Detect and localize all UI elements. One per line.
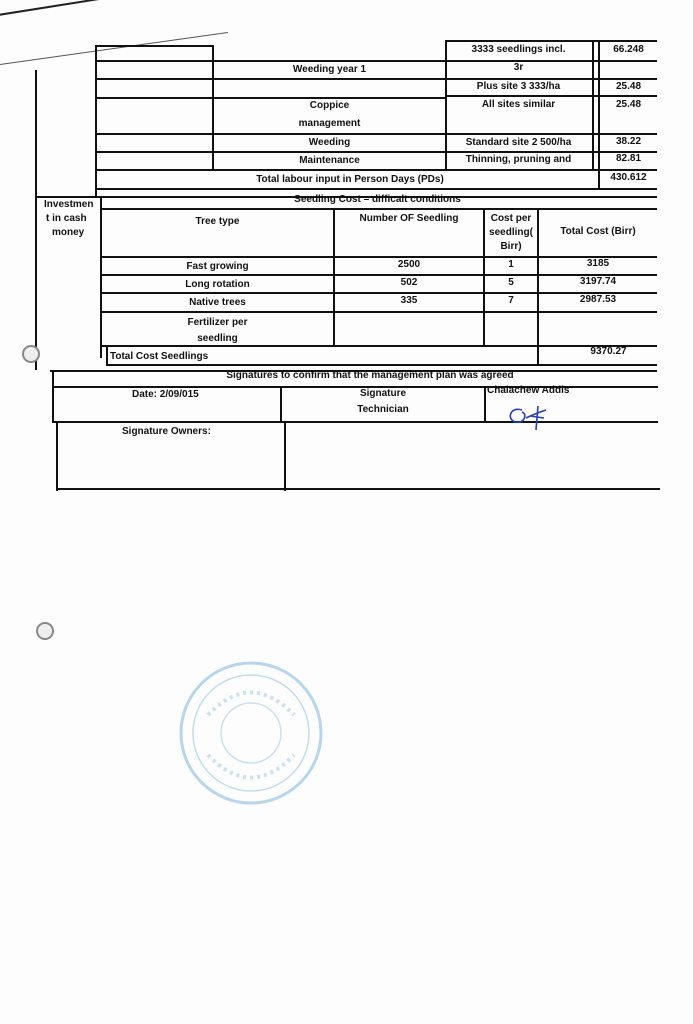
labour-activity: Weeding year 1 [292, 64, 367, 75]
labour-activity: management [298, 118, 361, 129]
tree-type-cell: seedling [197, 333, 238, 344]
labour-detail: Thinning, pruning and [465, 154, 572, 165]
table-rule [445, 95, 657, 97]
labour-value: 38.22 [615, 136, 642, 147]
labour-total-value: 430.612 [610, 172, 647, 183]
total-cell: 3197.74 [579, 276, 617, 287]
labour-value: 25.48 [615, 81, 642, 92]
labour-detail: 3r [513, 62, 524, 73]
technician-label: Technician [357, 404, 409, 415]
table-rule [106, 364, 657, 366]
seedling-total-value: 9370.27 [590, 346, 627, 357]
labour-value: 66.248 [613, 44, 644, 55]
header-number: Number OF Seedling [359, 213, 459, 224]
signatures-title: Signatures to confirm that the management plan was agreed [226, 370, 514, 381]
table-rule [95, 169, 657, 171]
seedling-total-label: Total Cost Seedlings [110, 351, 209, 362]
handwritten-signature [500, 400, 560, 434]
labour-detail: Standard site 2 500/ha [465, 137, 572, 148]
tree-type-cell: Long rotation [185, 279, 250, 290]
header-total: Total Cost (Birr) [560, 226, 636, 237]
table-rule [52, 370, 54, 422]
table-rule [598, 40, 600, 190]
labour-value: 25.48 [615, 99, 642, 110]
table-rule [95, 45, 97, 196]
table-rule [56, 421, 58, 491]
table-rule [284, 421, 286, 491]
investment-side-label: money [52, 227, 85, 238]
header-cost: Cost per [490, 213, 532, 224]
number-cell: 335 [400, 295, 418, 306]
labour-detail: Plus site 3 333/ha [476, 81, 561, 92]
table-rule [100, 208, 657, 210]
table-rule [52, 421, 658, 423]
tree-type-cell: Fast growing [186, 261, 249, 272]
cost-cell: 1 [508, 259, 514, 270]
table-rule [592, 40, 594, 171]
labour-value: 82.81 [615, 153, 642, 164]
paper-fold-line [0, 0, 336, 22]
total-cell: 2987.53 [579, 294, 617, 305]
tree-type-cell: Native trees [189, 297, 246, 308]
official-stamp-icon [178, 660, 324, 806]
header-cost: Birr) [500, 241, 522, 252]
cost-cell: 5 [508, 277, 514, 288]
labour-total-label: Total labour input in Person Days (PDs) [256, 174, 444, 185]
table-rule [95, 45, 212, 47]
table-rule [95, 97, 445, 99]
number-cell: 502 [400, 277, 418, 288]
table-rule [484, 386, 486, 421]
tree-type-cell: Fertilizer per [187, 317, 248, 328]
signature-label: Signature [359, 388, 407, 399]
table-rule [100, 311, 657, 313]
investment-side-label: Investmen [44, 199, 94, 210]
investment-side-label: t in cash [46, 213, 87, 224]
seedling-section-title: Seedling Cost – difficalt conditions [294, 194, 461, 205]
number-cell: 2500 [397, 259, 421, 270]
owners-signature-label: Signature Owners: [122, 426, 211, 437]
table-rule [445, 40, 657, 42]
table-rule [56, 488, 660, 490]
table-rule [95, 188, 657, 190]
header-cost: seedling( [489, 227, 533, 238]
table-rule [106, 345, 108, 364]
labour-activity: Maintenance [299, 155, 360, 166]
signature-date: Date: 2/09/015 [132, 389, 199, 400]
cost-cell: 7 [508, 295, 514, 306]
labour-detail: All sites similar [481, 99, 556, 110]
punch-hole-mark [36, 622, 54, 640]
total-cell: 3185 [586, 258, 610, 269]
table-rule [95, 78, 657, 80]
table-rule [35, 70, 37, 370]
punch-hole-mark [22, 345, 40, 363]
labour-activity: Coppice [309, 100, 350, 111]
table-rule [95, 133, 657, 135]
header-tree-type: Tree type [195, 216, 240, 227]
table-rule [95, 151, 657, 153]
labour-activity: Weeding [308, 137, 351, 148]
labour-detail: 3333 seedlings incl. [471, 44, 566, 55]
technician-name: Chalachew Addis [487, 385, 570, 396]
